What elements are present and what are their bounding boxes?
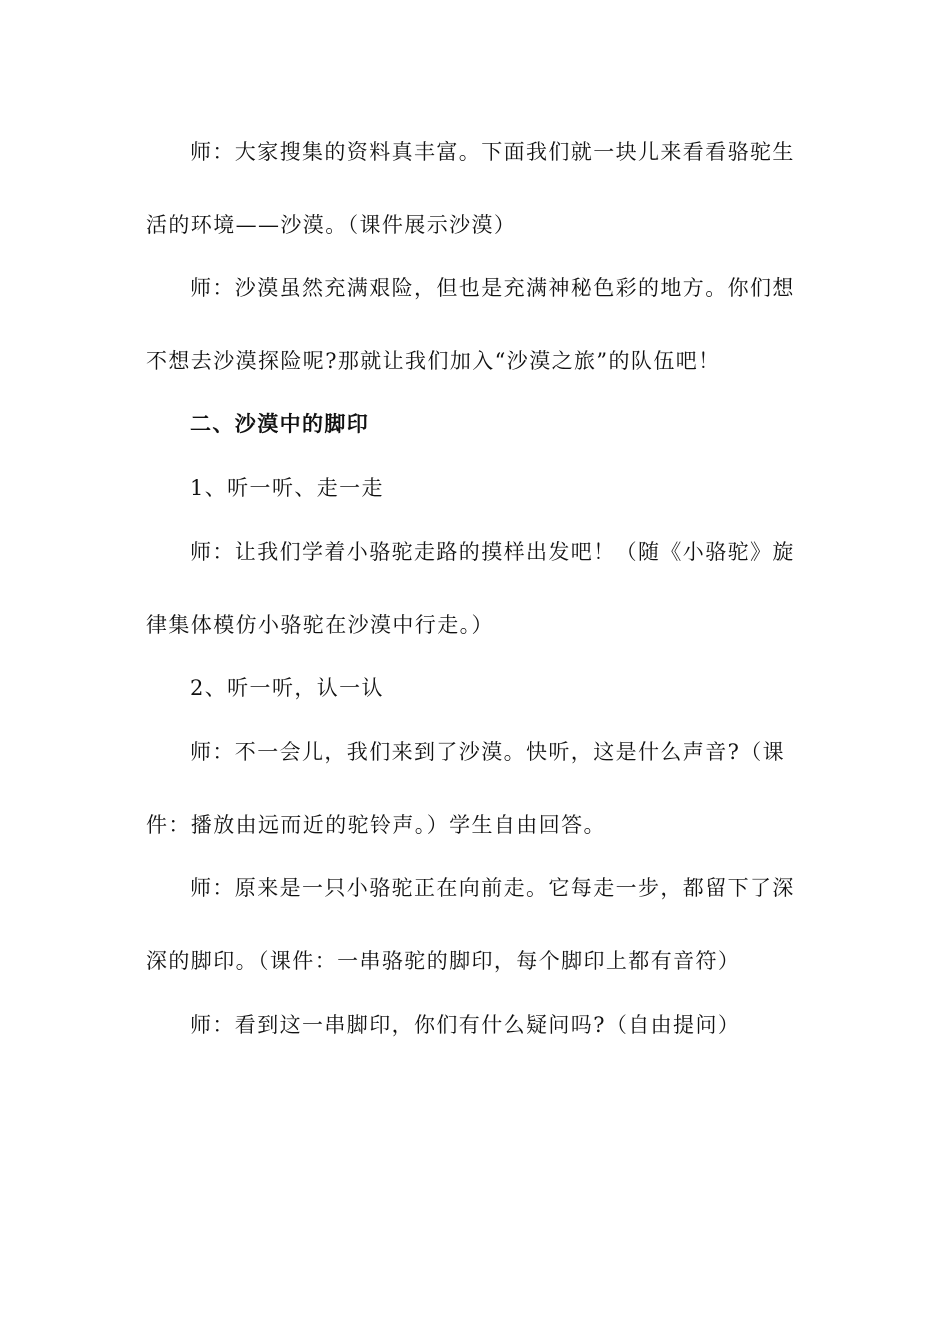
paragraph-line: 师：不一会儿，我们来到了沙漠。快听，这是什么声音?（课 (190, 740, 786, 764)
paragraph-line: 师：看到这一串脚印，你们有什么疑问吗?（自由提问） (190, 1013, 741, 1037)
paragraph-line: 师：大家搜集的资料真丰富。下面我们就一块儿来看看骆驼生 (190, 140, 795, 164)
paragraph-line: 律集体模仿小骆驼在沙漠中行走。） (146, 613, 494, 637)
paragraph-line: 师：沙漠虽然充满艰险，但也是充满神秘色彩的地方。你们想 (190, 276, 795, 300)
paragraph-line: 件：播放由远而近的驼铃声。）学生自由回答。 (146, 813, 606, 837)
paragraph-line: 深的脚印。（课件：一串骆驼的脚印，每个脚印上都有音符） (146, 949, 741, 973)
paragraph-line: 师：让我们学着小骆驼走路的摸样出发吧！（随《小骆驼》旋 (190, 540, 795, 564)
paragraph-line: 不想去沙漠探险呢?那就让我们加入“沙漠之旅”的队伍吧！ (146, 349, 721, 373)
subsection-heading: 2、听一听，认一认 (190, 676, 384, 700)
section-heading: 二、沙漠中的脚印 (190, 411, 370, 436)
paragraph-line: 活的环境——沙漠。（课件展示沙漠） (146, 213, 517, 237)
paragraph-line: 师：原来是一只小骆驼正在向前走。它每走一步，都留下了深 (190, 876, 795, 900)
subsection-heading: 1、听一听、走一走 (190, 476, 384, 500)
